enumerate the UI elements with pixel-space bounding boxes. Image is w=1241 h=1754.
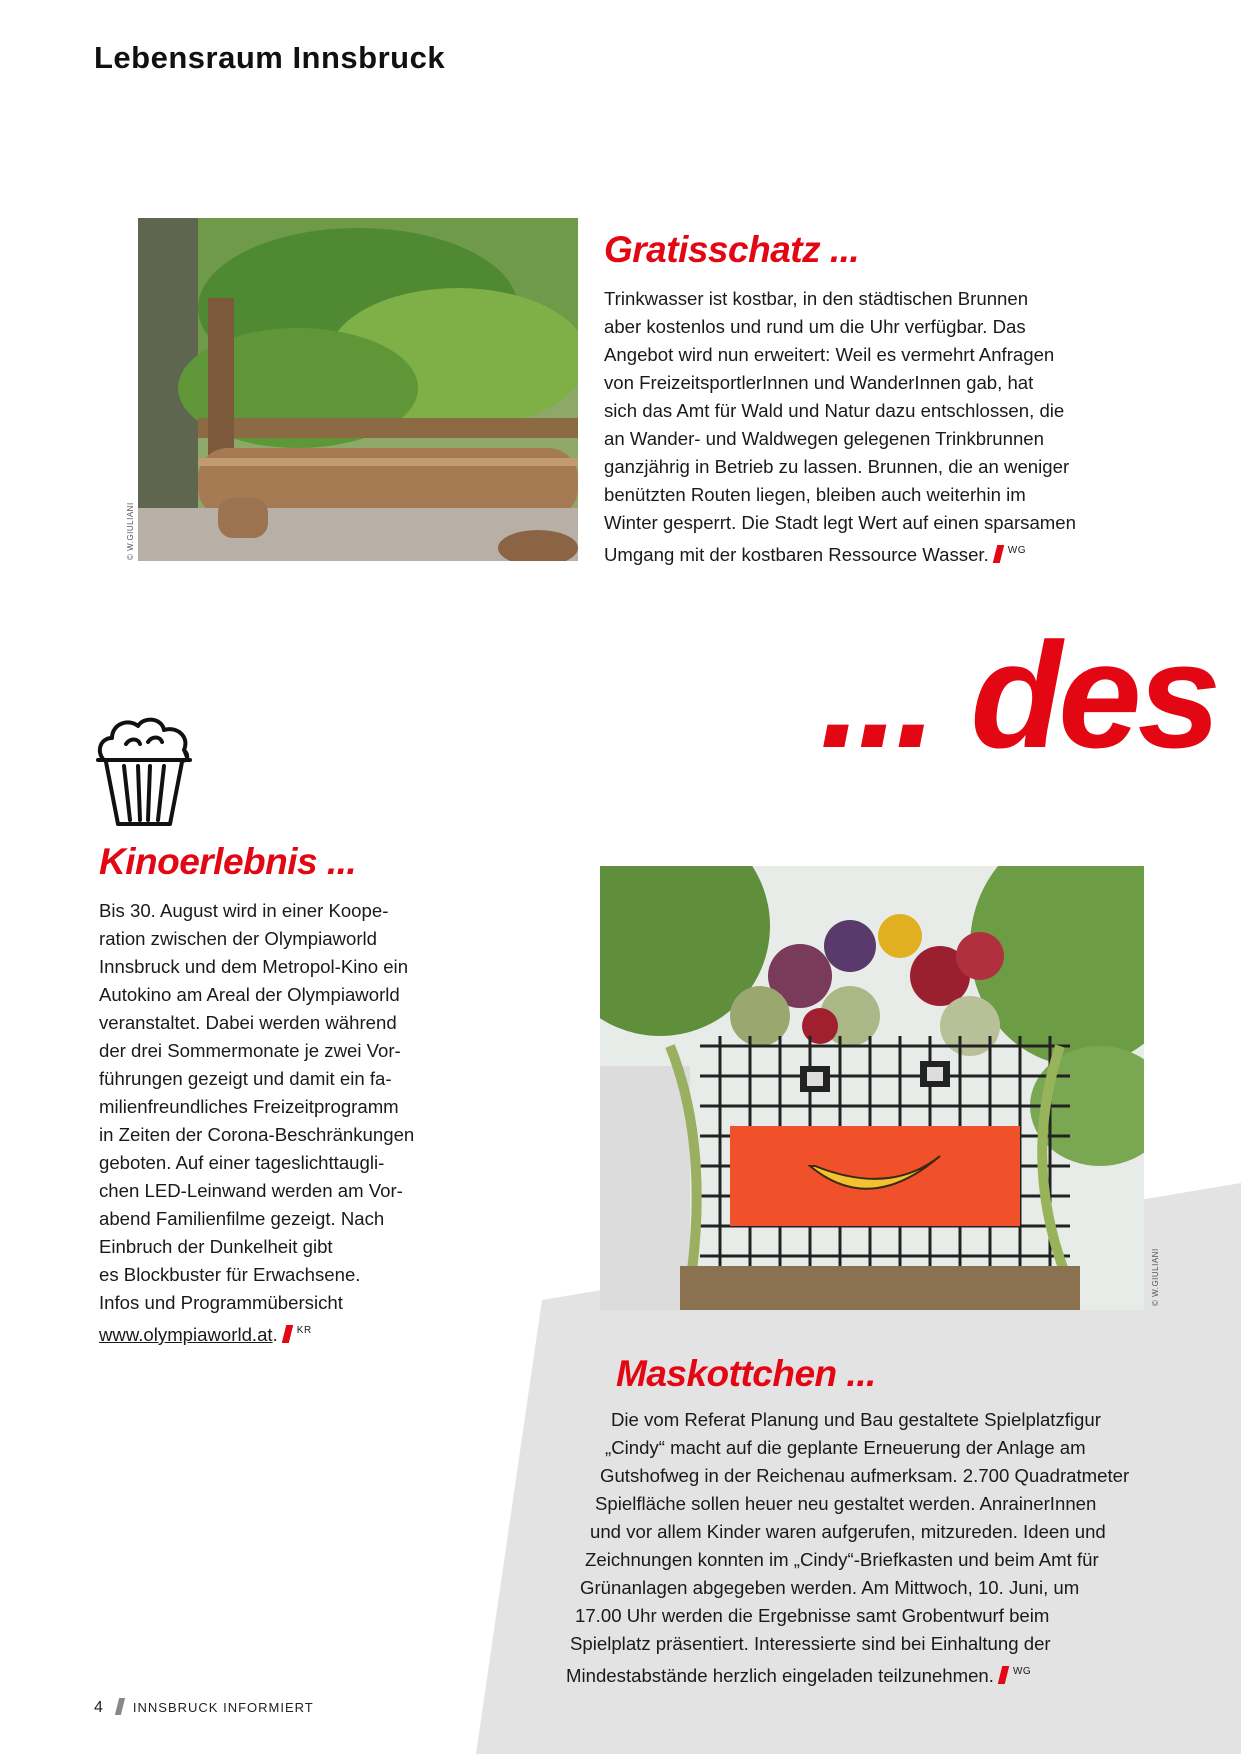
photo-credit: © W.GIULIANI	[126, 502, 135, 560]
section-title-kinoerlebnis: Kinoerlebnis ...	[99, 841, 357, 882]
text-line: ganzjährig in Betrieb zu lassen. Brunnen, die an weniger	[604, 456, 1070, 477]
text-line: Zeichnungen konnten im „Cindy“-Briefkasten und beim Amt für	[585, 1549, 1099, 1570]
section-title-maskottchen: Maskottchen ...	[616, 1353, 876, 1394]
text-line: der drei Sommermonate je zwei Vor-	[99, 1040, 401, 1061]
text-line: Winter gesperrt. Die Stadt legt Wert auf einen sparsamen	[604, 512, 1076, 533]
grey-slash-icon	[115, 1698, 125, 1715]
text-line: ration zwischen der Olympiaworld	[99, 928, 377, 949]
text-line: Gutshofweg in der Reichenau aufmerksam. 2.700 Quadratmeter	[600, 1465, 1130, 1486]
author-signature: WG	[1012, 1666, 1032, 1677]
text-line: Die vom Referat Planung und Bau gestaltete Spielplatzfigur	[611, 1409, 1101, 1430]
text-line: führungen gezeigt und damit ein fa-	[99, 1068, 392, 1089]
text-line: aber kostenlos und rund um die Uhr verfügbar. Das	[604, 316, 1026, 337]
author-signature: KR	[296, 1325, 312, 1336]
text-line: Angebot wird nun erweitert: Weil es vermehrt Anfragen	[604, 344, 1055, 365]
text-line: Umgang mit der kostbaren Ressource Wasser. $^{WG}$	[604, 544, 1026, 565]
text-line: Grünanlagen abgegeben werden. Am Mittwoch, 10. Juni, um	[580, 1577, 1080, 1598]
text-line: veranstaltet. Dabei werden während	[99, 1012, 397, 1033]
mascot-cindy-photo	[600, 866, 1144, 1310]
red-slash-icon	[282, 1325, 293, 1343]
text-line: und vor allem Kinder waren aufgerufen, mitzureden. Ideen und	[590, 1521, 1106, 1542]
section-body-gratisschatz	[604, 285, 1076, 569]
publication-name: INNSBRUCK INFORMIERT	[132, 1700, 314, 1715]
text-line: an Wander- und Waldwegen gelegenen Trinkbrunnen	[604, 428, 1044, 449]
text-line: Mindestabstände herzlich eingeladen teilzunehmen. $^{WG}$	[566, 1665, 1032, 1686]
text-line: es Blockbuster für Erwachsene.	[99, 1264, 361, 1285]
text-line: von FreizeitsportlerInnen und WanderInnen gab, hat	[604, 372, 1034, 393]
text-line: Infos und Programmübersicht	[99, 1292, 343, 1313]
fountain-photo	[138, 218, 578, 561]
text-line: geboten. Auf einer tageslichttaugli-	[99, 1152, 385, 1173]
text-line: Trinkwasser ist kostbar, in den städtischen Brunnen	[604, 288, 1029, 309]
page-footer	[94, 1698, 314, 1717]
text-line: Bis 30. August wird in einer Koope-	[99, 900, 389, 921]
text-line: milienfreundliches Freizeitprogramm	[99, 1096, 399, 1117]
red-slash-icon	[993, 545, 1004, 563]
text-line: chen LED-Leinwand werden am Vor-	[99, 1180, 403, 1201]
author-signature: WG	[1007, 545, 1026, 556]
headline-fragment: ... des	[819, 611, 1217, 779]
text-line: benützten Routen liegen, bleiben auch weiterhin im	[604, 484, 1026, 505]
photo-credit: © W.GIULIANI	[1151, 1248, 1160, 1306]
text-line: „Cindy“ macht auf die geplante Erneuerung der Anlage am	[605, 1437, 1086, 1458]
text-line: Innsbruck und dem Metropol-Kino ein	[99, 956, 409, 977]
popcorn-icon	[96, 712, 192, 828]
text-line: Spielfläche sollen heuer neu gestaltet werden. AnrainerInnen	[595, 1493, 1097, 1514]
section-title-gratisschatz: Gratisschatz ...	[604, 229, 860, 270]
text-line: Autokino am Areal der Olympiaworld	[99, 984, 400, 1005]
link-suffix: .	[272, 1324, 278, 1345]
section-body-maskottchen	[0, 1406, 1241, 1690]
text-line: sich das Amt für Wald und Natur dazu entschlossen, die	[604, 400, 1065, 421]
text-line: Einbruch der Dunkelheit gibt	[99, 1236, 333, 1257]
section-header: Lebensraum Innsbruck	[94, 40, 446, 75]
page-number: 4	[94, 1699, 103, 1716]
text-line: 17.00 Uhr werden die Ergebnisse samt Grobentwurf beim	[575, 1605, 1050, 1626]
red-slash-icon	[998, 1666, 1009, 1684]
olympiaworld-link[interactable]: www.olympiaworld.at	[99, 1324, 273, 1345]
section-body-kinoerlebnis	[99, 897, 414, 1349]
text-line: abend Familienfilme gezeigt. Nach	[99, 1208, 385, 1229]
text-line: Spielplatz präsentiert. Interessierte sind bei Einhaltung der	[570, 1633, 1051, 1654]
text-line: in Zeiten der Corona-Beschränkungen	[99, 1124, 415, 1145]
